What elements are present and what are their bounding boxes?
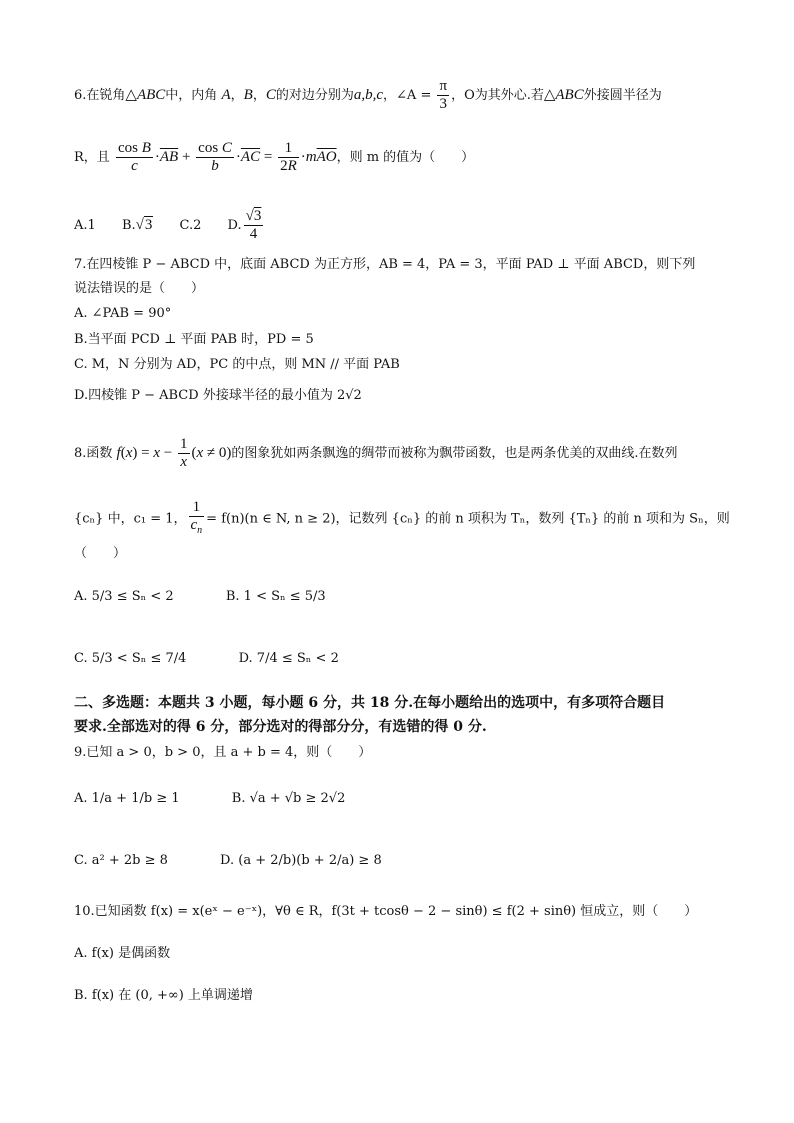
q10-option-b: B. f(x) 在 (0, +∞) 上单调递增	[74, 988, 253, 1003]
q10-option-a: A. f(x) 是偶函数	[74, 946, 171, 961]
q7-line1: 7.在四棱锥 P − ABCD 中，底面 ABCD 为正方形，AB = 4，PA = 3，平面 PAD ⊥ 平面 ABCD，则下列	[74, 257, 696, 272]
q9-options-ab	[74, 790, 345, 808]
q8-options-cd	[74, 650, 339, 668]
q6-option-d: D. $\frac{√3}{4}$	[227, 208, 262, 242]
q9-option-c: C. a² + 2b ≥ 8	[74, 853, 168, 868]
q7-option-a: A. ∠PAB = 90°	[74, 306, 172, 321]
q10-line1: 10.已知函数 f(x) = x(eˣ − e⁻ˣ)，∀θ ∈ R，f(3t + tcosθ − 2 − sinθ) ≤ f(2 + sinθ) 恒成立，则（ ）	[74, 904, 698, 919]
q7-option-b: B.当平面 PCD ⊥ 平面 PAB 时，PD = 5	[74, 332, 314, 347]
q8-option-b: B. 1 < Sₙ ≤ 5/3	[225, 589, 326, 604]
section2-heading-line2: 要求.全部选对的得 6 分，部分选对的得部分分，有选错的得 0 分.	[74, 719, 487, 735]
q9-option-b: B. √a + √b ≥ 2√2	[231, 791, 346, 806]
q9-options-cd	[74, 852, 382, 870]
q8-line2: {cₙ} 中，c₁ = 1， $\frac{1}{c_n}$ = f(n)(n ∈ N, n ≥ 2)，记数列 {cₙ} 的前 n 项积为 Tₙ，数列 {Tₙ} 的前 n 项和为 Sₙ，则	[74, 499, 730, 536]
section2-heading-line1: 二、多选题：本题共 3 小题，每小题 6 分，共 18 分.在每小题给出的选项中，有多项符合题目	[74, 695, 666, 711]
q6-line1: 6.在锐角△ABC中，内角 A，B，C的对边分别为a,b,c，∠A = $\frac{\pi}{3}$ ，O为其外心.若△ABC外接圆半径为	[74, 78, 662, 112]
q8-options-ab	[74, 588, 326, 606]
q6-line2: R，且 $\frac{\text{cos B}}{c}$ $\cdot\overline{AB}$ + $\frac{\text{cos C}}{b}$ $\cdot\overline{AC}$ = $\frac{1}{2R}$ $\cdot m\overline{AO}$，则 m 的值为（ ）	[74, 140, 475, 174]
q8-option-a: A. 5/3 ≤ Sₙ < 2	[74, 589, 174, 604]
q9-option-a: A. 1/a + 1/b ≥ 1	[74, 791, 180, 806]
q7-option-d: D.四棱锥 P − ABCD 外接球半径的最小值为 2√2	[74, 388, 362, 403]
pi-over-3-fraction: $\frac{\pi}{3}$	[439, 78, 448, 112]
q7-option-c: C. M，N 分别为 AD，PC 的中点，则 MN // 平面 PAB	[74, 357, 400, 372]
q8-option-d: D. 7/4 ≤ Sₙ < 2	[238, 651, 339, 666]
q9-option-d: D. (a + 2/b)(b + 2/a) ≥ 8	[220, 853, 382, 868]
q7-line2: 说法错误的是（ ）	[74, 281, 205, 296]
q6-options	[74, 208, 265, 243]
q6-option-b: B.√3	[121, 217, 153, 233]
q6-option-a: A.1	[74, 218, 96, 233]
q6-option-c: C.2	[179, 218, 202, 233]
q8-option-c: C. 5/3 < Sₙ ≤ 7/4	[74, 651, 187, 666]
q8-line1: 8.函数 f(x) = x − $\frac{1}{x}$ (x ≠ 0)的图象犹如两条飘逸的绸带而被称为飘带函数，也是两条优美的双曲线.在数列	[74, 436, 678, 470]
q9-line1: 9.已知 a > 0，b > 0，且 a + b = 4，则（ ）	[74, 745, 372, 760]
q8-line3: （ ）	[74, 546, 127, 561]
